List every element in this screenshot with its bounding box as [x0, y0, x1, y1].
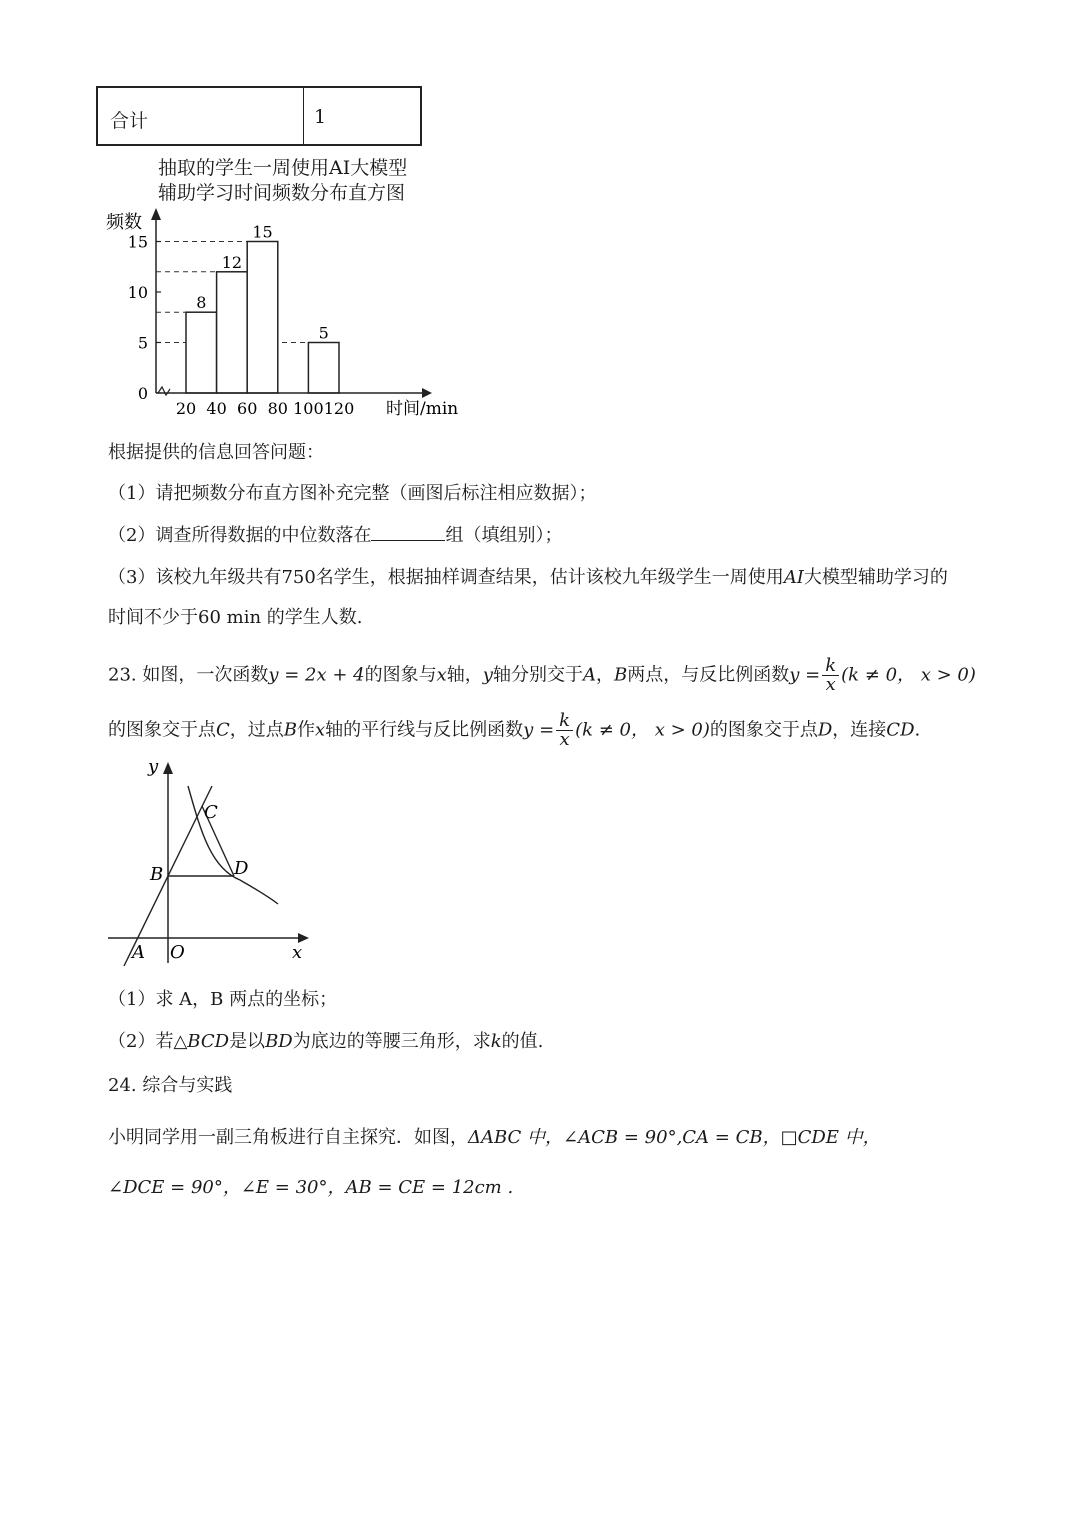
bar-40-60: [217, 272, 248, 393]
q23-text: ，过点: [229, 719, 284, 741]
func-y: y =: [789, 664, 821, 686]
q23-text: （2）若: [108, 1031, 174, 1052]
q24-line1: [108, 1126, 881, 1150]
x-tick-label: 20: [175, 399, 197, 418]
q23-text: 的图象交于点: [108, 719, 216, 741]
q23-text: .: [914, 719, 921, 741]
condition: (k ≠ 0， x > 0): [841, 664, 976, 686]
bar-60-80: [247, 242, 278, 394]
q22-part3-line2: 时间不少于60 min 的学生人数.: [108, 607, 363, 628]
var-x: x: [436, 664, 447, 686]
fig-label-a: A: [132, 942, 145, 963]
bar-100-120: [308, 343, 339, 394]
total-row: [96, 86, 422, 146]
q22-part3-text: （3）该校九年级共有750名学生，根据抽样调查结果，估计该校九年级学生一周使用: [108, 567, 784, 588]
q22-part3-ai: AI: [783, 567, 804, 588]
point-b: B: [283, 719, 298, 741]
x-tick-label: 40: [206, 399, 227, 418]
q23-part1: （1）求 A，B 两点的坐标；: [108, 989, 338, 1010]
q23-text: 轴的平行线与反比例函数: [325, 719, 524, 741]
histogram-title-line2: 辅助学习时间频数分布直方图: [158, 182, 406, 204]
x-tick-labels: [176, 399, 354, 418]
inverse-function-curve: [188, 786, 278, 904]
q23-text: ，连接: [832, 719, 887, 741]
frac-den: x: [825, 674, 836, 695]
fig-label-b: B: [150, 864, 164, 885]
q24-text: 小明同学用一副三角板进行自主探究．如图，: [108, 1127, 468, 1148]
q23-text: 是以: [229, 1031, 266, 1052]
fraction-k-over-x: [822, 657, 839, 694]
histogram-bars: [186, 223, 339, 394]
q23-text: 的值.: [501, 1031, 544, 1052]
var-k: k: [490, 1031, 502, 1052]
point-b: B: [613, 664, 628, 686]
q24-math: ΔABC 中，∠ACB = 90°,CA = CB，□CDE 中，: [468, 1127, 881, 1148]
fig-y-arrow-icon: [163, 762, 173, 774]
point-a: A: [582, 664, 596, 686]
point-d: D: [817, 719, 833, 741]
q22-part2-text: （2）调查所得数据的中位数落在: [108, 525, 372, 546]
bar-value-label: 12: [221, 252, 243, 272]
frac-num: k: [556, 712, 573, 731]
x-axis-label: 时间/min: [386, 399, 459, 419]
q24-line2: ∠DCE = 90°，∠E = 30°，AB = CE = 12cm .: [108, 1177, 514, 1198]
x-tick-label: 100: [293, 399, 324, 418]
fig-label-d: D: [234, 858, 249, 879]
x-tick-label: 80: [267, 399, 288, 418]
condition: (k ≠ 0， x > 0): [575, 719, 710, 741]
y-tick-label: 0: [137, 384, 148, 403]
q23-text: ，: [595, 664, 614, 686]
fig-label-o: O: [170, 942, 185, 963]
answer-blank[interactable]: [371, 524, 445, 541]
bar-value-label: 8: [196, 293, 207, 313]
q23-figure: [100, 758, 320, 973]
q23-text: 的图象交于点: [709, 719, 818, 741]
histogram-title-line1: 抽取的学生一周使用AI大模型: [158, 157, 408, 179]
bar-value-label: 15: [252, 222, 273, 242]
var-y: y: [482, 664, 493, 686]
segment-bd-label: BD: [265, 1031, 293, 1052]
linear-equation: y = 2x + 4: [268, 664, 365, 686]
fig-label-y: y: [148, 758, 159, 777]
q23-text: 23. 如图，一次函数: [108, 664, 269, 686]
q23-text: 轴，: [446, 664, 483, 686]
x-tick-label: 120: [323, 399, 355, 418]
x-axis-arrow-icon: [422, 388, 432, 398]
q22-part3-line1: [108, 566, 948, 590]
bar-value-label: 5: [318, 323, 329, 343]
fraction-k-over-x: [556, 712, 573, 749]
segment-cd: CD: [886, 719, 915, 741]
q23-text: 轴分别交于: [492, 664, 583, 686]
q23-text: 作: [297, 719, 316, 741]
q22-part3-text2: 大模型辅助学习的: [803, 567, 948, 588]
q23-text: 为底边的等腰三角形，求: [292, 1031, 491, 1052]
y-axis-label: 频数: [106, 212, 142, 233]
y-axis-arrow-icon: [151, 208, 161, 220]
var-x: x: [315, 719, 326, 741]
bar-20-40: [186, 312, 217, 393]
total-value: 1: [314, 106, 327, 128]
q22-part2: [108, 524, 562, 548]
point-c: C: [216, 719, 230, 741]
fig-label-x: x: [292, 942, 303, 963]
y-tick-label: 10: [127, 283, 148, 302]
q22-intro: 根据提供的信息回答问题：: [108, 442, 324, 463]
fig-label-c: C: [204, 802, 218, 823]
q24-title: 24. 综合与实践: [108, 1075, 233, 1096]
q23-line2: [108, 712, 920, 749]
triangle-bcd: △BCD: [173, 1031, 230, 1052]
axis-break-icon: [158, 387, 170, 395]
x-tick-label: 60: [237, 399, 258, 418]
func-y: y =: [523, 719, 555, 741]
q23-text: 两点，与反比例函数: [627, 664, 790, 686]
y-tick-label: 5: [137, 333, 148, 353]
frac-den: x: [559, 729, 570, 750]
q23-line1: [108, 657, 976, 694]
q23-part2: [108, 1030, 543, 1054]
q23-text: 的图象与: [364, 664, 437, 686]
frac-num: k: [822, 657, 839, 676]
histogram-chart: [100, 206, 480, 424]
y-tick-label: 15: [127, 232, 148, 252]
total-label: 合计: [110, 110, 149, 132]
q22-part2-tail: 组（填组别）；: [445, 525, 563, 546]
q22-part1: （1）请把频数分布直方图补充完整（画图后标注相应数据）；: [108, 483, 597, 504]
